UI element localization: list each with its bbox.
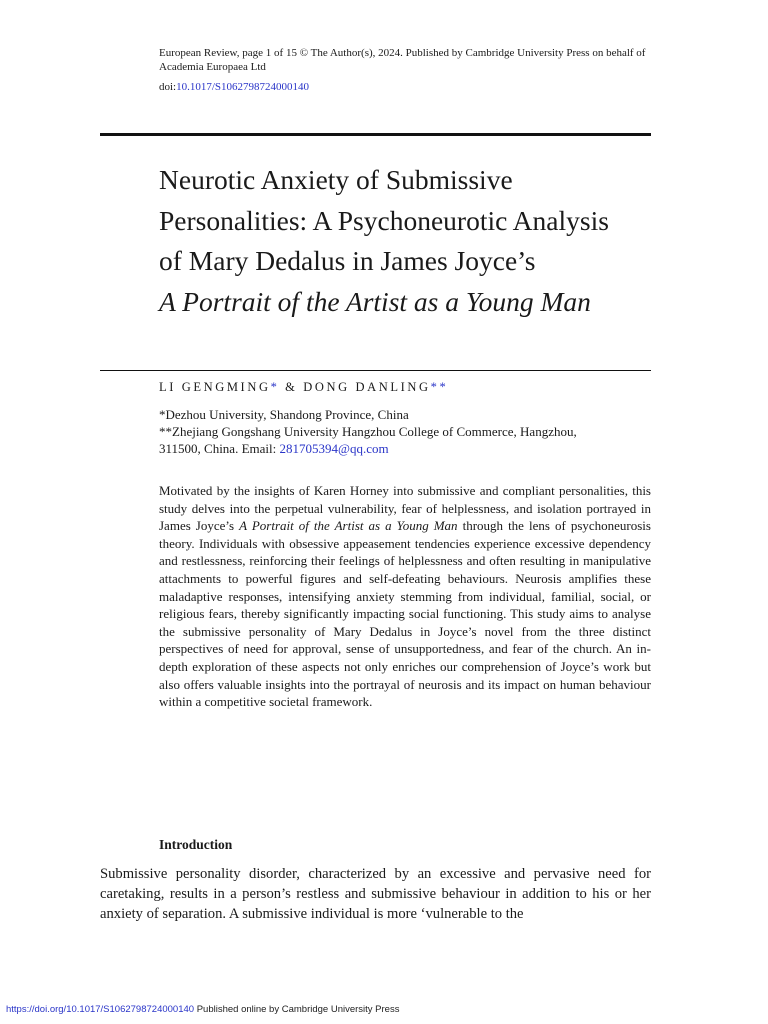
title-top-rule bbox=[100, 133, 651, 136]
footer-text: Published online by Cambridge University Press bbox=[194, 1004, 400, 1015]
abstract-part-2: through the lens of psychoneurosis theory. Individuals with obsessive appeasement tendencies experience excessive dependency and restlessness, reinforcing their feelings of helplessness and often resulting in manipulative attachments to powerful figures and self-defeating behaviours. Neurosis amplifies these maladaptive responses, intensifying anxiety stemming from individual, familial, social, or religious fears, thereby significantly impacting social functioning. This study aims to analyse the submissive personality of Mary Dedalus in Joyce’s novel from the three distinct perspectives of need for approval, sense of unsupportedness, and fear of the church. An in-depth exploration of these aspects not only enriches our comprehension of Joyce’s work but also offers valuable insights into the portrayal of neurosis and its impact on human behaviour within a competitive societal framework. bbox=[159, 518, 651, 710]
abstract-book-title: A Portrait of the Artist as a Young Man bbox=[239, 518, 458, 534]
introduction-paragraph: Submissive personality disorder, characterized by an excessive and pervasive need for caretaking, results in a person’s restless and submissive behaviour in addition to his or her anxiety of separation. A submissive individual is more ‘vulnerable to the bbox=[100, 866, 651, 922]
introduction-heading: Introduction bbox=[159, 837, 233, 852]
author-rule bbox=[100, 370, 651, 371]
author-list bbox=[159, 379, 448, 395]
abstract bbox=[159, 482, 651, 711]
author-2-affiliation-mark[interactable]: ** bbox=[430, 380, 449, 394]
title-line-2: Personalities: A Psychoneurotic Analysis bbox=[159, 204, 609, 236]
doi-prefix: doi: bbox=[159, 81, 177, 93]
author-1-affiliation-mark[interactable]: * bbox=[270, 380, 280, 394]
abstract-part-1: Motivated by the insights of Karen Horney into submissive and compliant personalities, this study delves into the perpetual vulnerability, fear of helplessness, and isolation portrayed in James Joyce’s bbox=[159, 483, 651, 534]
doi-link[interactable]: 10.1017/S1062798724000140 bbox=[176, 81, 310, 93]
affiliations bbox=[159, 406, 651, 457]
title-line-3: of Mary Dedalus in James Joyce’s bbox=[159, 245, 536, 276]
footer-doi-link[interactable]: https://doi.org/10.1017/S1062798724000140 bbox=[6, 1004, 195, 1015]
article-title bbox=[159, 160, 659, 322]
author-1: LI GENGMING bbox=[159, 380, 271, 394]
page-footer bbox=[6, 1004, 399, 1016]
title-line-4-book-title: A Portrait of the Artist as a Young Man bbox=[159, 285, 591, 317]
affiliation-2-continued bbox=[159, 440, 651, 457]
author-separator: & bbox=[279, 380, 304, 394]
email-link[interactable]: 281705394@qq.com bbox=[279, 441, 389, 456]
affiliation-email-prefix: 311500, China. Email: bbox=[159, 441, 280, 456]
title-line-1: Neurotic Anxiety of Submissive bbox=[159, 164, 513, 195]
doi-line bbox=[159, 80, 309, 94]
affiliation-1: *Dezhou University, Shandong Province, China bbox=[159, 407, 409, 422]
author-2: DONG DANLING bbox=[303, 380, 431, 394]
affiliation-2: **Zhejiang Gongshang University Hangzhou College of Commerce, Hangzhou, bbox=[159, 424, 577, 439]
journal-header: European Review, page 1 of 15 © The Author(s), 2024. Published by Cambridge University Press on behalf of Academia Europaea Ltd bbox=[159, 47, 646, 73]
